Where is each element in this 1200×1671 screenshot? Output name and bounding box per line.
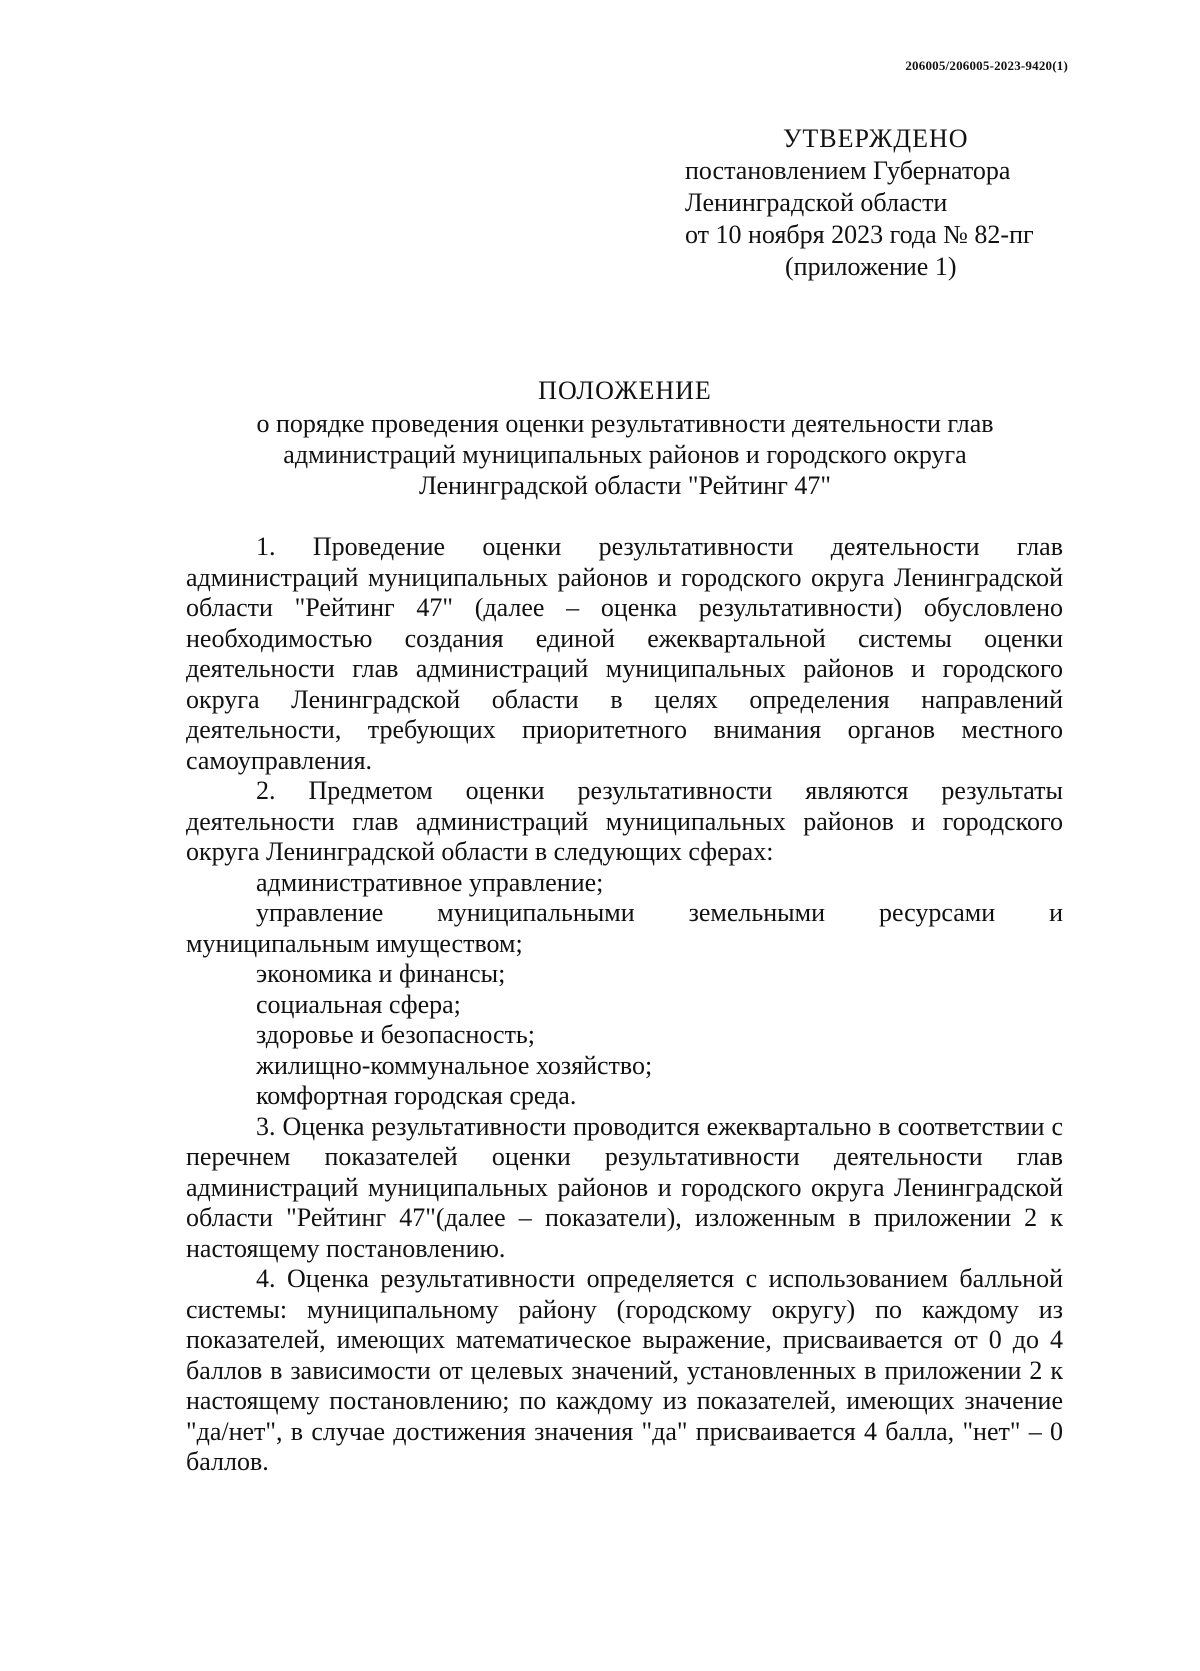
approval-line-3: от 10 ноября 2023 года № 82-пг [685, 220, 1034, 249]
sphere-item: экономика и финансы; [256, 959, 506, 988]
paragraph-4: 4. Оценка результативности определяется с использованием балльной системы: муниципальному району (городскому округу) по каждому из показателей, имеющих математическое выражение, присваивается от 0 до 4 баллов в зависимости от целевых значений, установленных в приложении 2 к настоящему постановлению; по каждому из показателей, имеющих значение "да/нет", в случае достижения значения "да" присваивается 4 балла, "нет" – 0 баллов. [186, 1264, 1063, 1476]
heading-line-2: администраций муниципальных районов и городского округа [283, 440, 967, 469]
document-heading [0, 375, 1200, 501]
sphere-item: административное управление; [256, 867, 604, 897]
paragraph-1: 1. Проведение оценки результативности деятельности глав администраций муниципальных районов и городского округа Ленинградской области "Рейтинг 47" (далее – оценка результативности) обусловлено необходимостью создания единой ежеквартальной системы оценки деятельности глав администраций муниципальных районов и городского округа Ленинградской области в целях определения направлений деятельности, требующих приоритетного внимания органов местного самоуправления. [186, 532, 1063, 775]
sphere-item: здоровье и безопасность; [256, 1020, 536, 1049]
document-body [186, 532, 1063, 1478]
sphere-item: управление муниципальными земельными ресурсами и муниципальным имуществом; [186, 898, 1063, 958]
sphere-item: комфортная городская среда. [256, 1081, 577, 1110]
heading-line-3: Ленинградской области "Рейтинг 47" [418, 471, 831, 500]
sphere-item: жилищно-коммунальное хозяйство; [256, 1050, 653, 1080]
approval-title: УТВЕРЖДЕНО [783, 124, 969, 153]
paragraph-2: 2. Предметом оценки результативности являются результаты деятельности глав администраций муниципальных районов и городского округа Ленинградской области в следующих сферах: [186, 776, 1063, 866]
approval-line-2: Ленинградской области [685, 188, 948, 217]
approval-line-1: постановлением Губернатора [685, 156, 1011, 185]
approval-block [685, 123, 1034, 283]
document-number: 206005/206005-2023-9420(1) [905, 58, 1068, 73]
approval-appendix: (приложение 1) [785, 252, 957, 281]
heading-title: ПОЛОЖЕНИЕ [538, 376, 712, 405]
heading-line-1: о порядке проведения оценки результативности деятельности глав [256, 409, 994, 438]
sphere-item: социальная сфера; [256, 989, 461, 1019]
paragraph-3: 3. Оценка результативности проводится ежеквартально в соответствии с перечнем показателей оценки результативности деятельности глав администраций муниципальных районов и городского округа Ленинградской области "Рейтинг 47"(далее – показатели), изложенным в приложении 2 к настоящему постановлению. [186, 1111, 1063, 1263]
